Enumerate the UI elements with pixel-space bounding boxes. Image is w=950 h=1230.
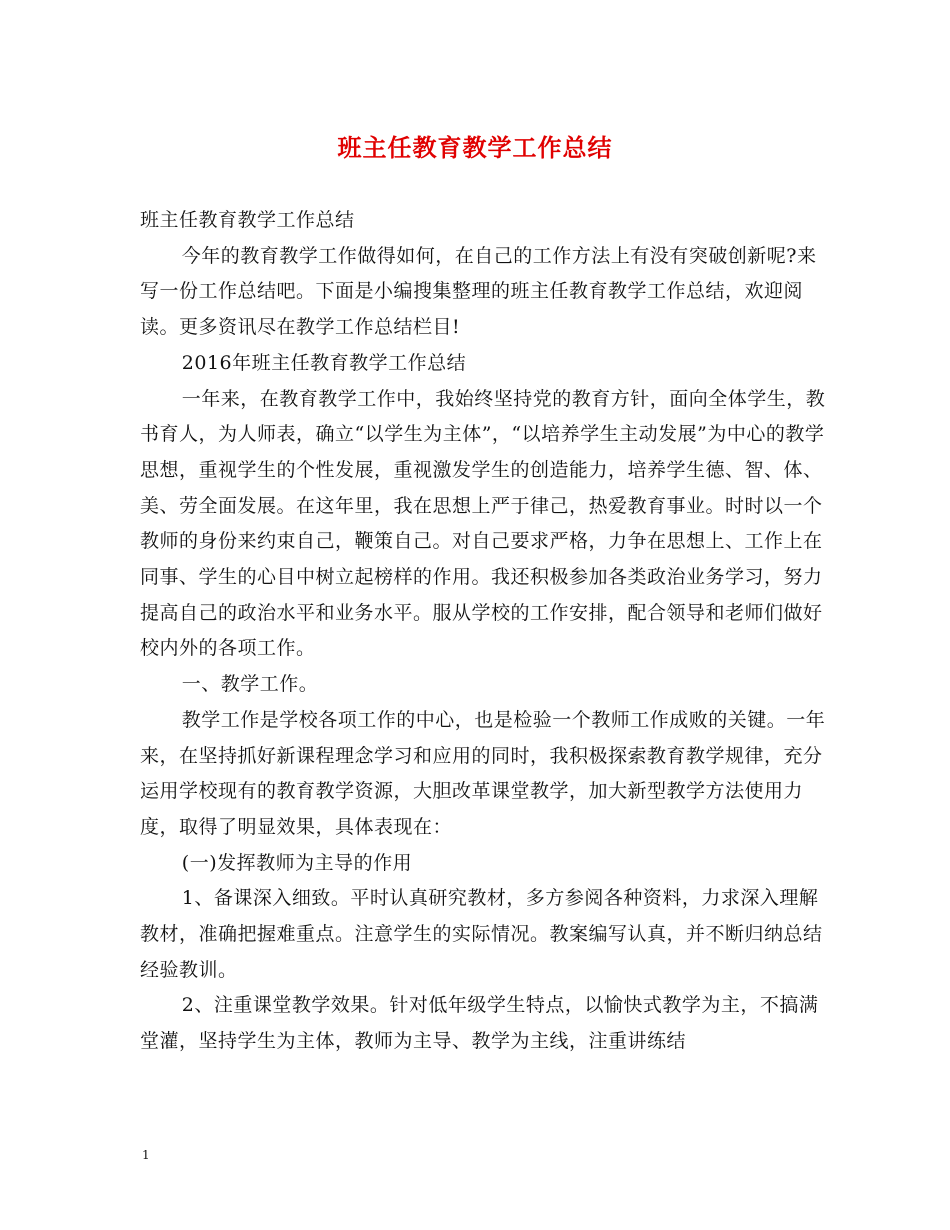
paragraph: 一年来，在教育教学工作中，我始终坚持党的教育方针，面向全体学生，教书育人，为人师表，确立“以学生为主体”，“以培养学生主动发展”为中心的教学思想，重视学生的个性发展，重视激发学生的创造能力，培养学生德、智、体、美、劳全面发展。在这年里，我在思想上严于律己，热爱教育事业。时时以一个教师的身份来约束自己，鞭策自己。对自己要求严格，力争在思想上、工作上在同事、学生的心目中树立起榜样的作用。我还积极参加各类政治业务学习，努力提高自己的政治水平和业务水平。服从学校的工作安排，配合领导和老师们做好校内外的各项工作。: [140, 387, 826, 660]
document-body: [140, 203, 830, 1060]
paragraph: 教学工作是学校各项工作的中心，也是检验一个教师工作成败的关键。一年来，在坚持抓好新课程理念学习和应用的同时，我积极探索教育教学规律，充分运用学校现有的教育教学资源，大胆改革课堂教学，加大新型教学方法使用力度，取得了明显效果，具体表现在：: [140, 708, 826, 838]
paragraph: 班主任教育教学工作总结: [140, 209, 355, 231]
paragraph: 1、备课深入细致。平时认真研究教材，多方参阅各种资料，力求深入理解教材，准确把握难重点。注意学生的实际情况。教案编写认真，并不断归纳总结经验教训。: [140, 887, 823, 981]
paragraph: 2、注重课堂教学效果。针对低年级学生特点，以愉快式教学为主，不搞满堂灌，坚持学生为主体，教师为主导、教学为主线，注重讲练结: [140, 994, 819, 1053]
paragraph: 今年的教育教学工作做得如何，在自己的工作方法上有没有突破创新呢?来写一份工作总结吧。下面是小编搜集整理的班主任教育教学工作总结，欢迎阅读。更多资讯尽在教学工作总结栏目!: [140, 244, 817, 339]
page-number: 1: [142, 1148, 150, 1162]
page-title: 班主任教育教学工作总结: [337, 133, 613, 162]
paragraph: 一、教学工作。: [181, 673, 319, 696]
paragraph: (一)发挥教师为主导的作用: [181, 851, 413, 874]
paragraph: 2016年班主任教育教学工作总结: [181, 351, 467, 374]
